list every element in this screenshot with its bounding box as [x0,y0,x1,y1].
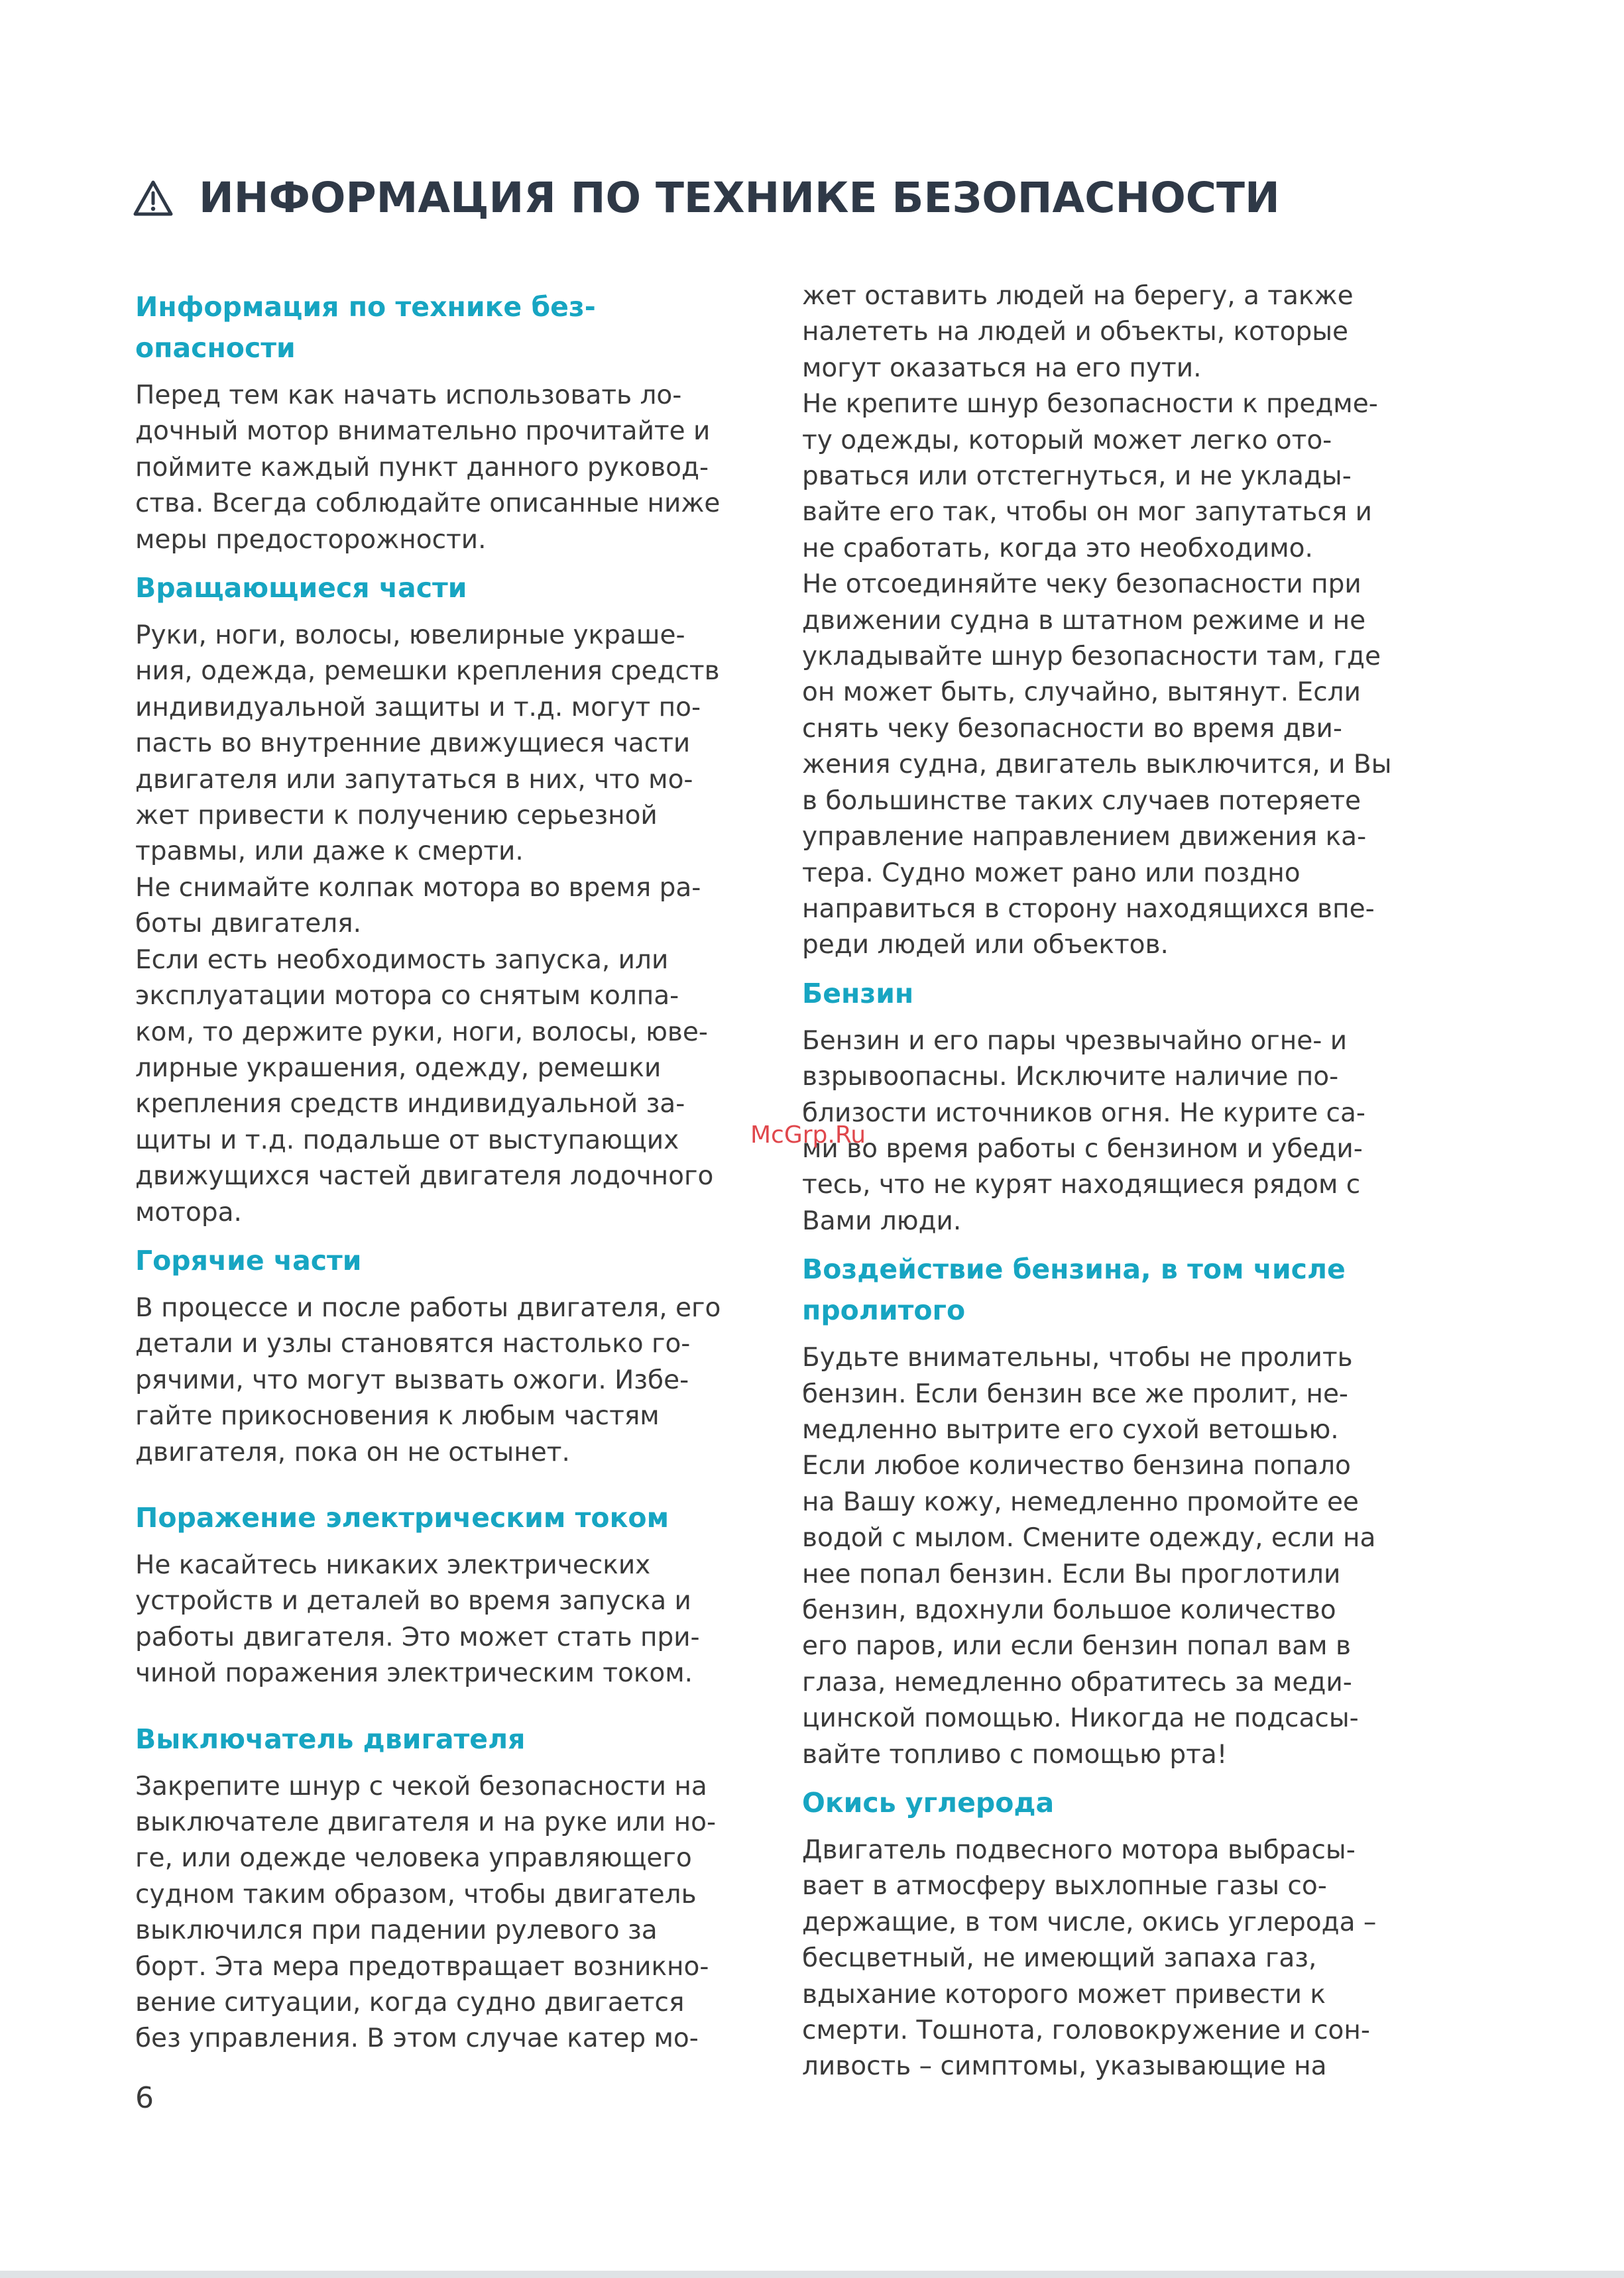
section-body: жет оставить людей на берегу, а также налететь на людей и объекты, которые могут оказаться на его пути. Не крепите шнур безопасности к предме- ту одежды, который может легко ото- рваться или отстегнуться, и не уклады- вайте его так, чтобы он мог запутаться и не сработать, когда это необходимо. Не отсоединяйте чеку безопасности при движении судна в штатном режиме и не укладывайте шнур безопасности там, где он может быть, случайно, вытянут. Если снять чеку безопасности во время дви- жения судна, двигатель выключится, и Вы в большинстве таких случаев потеряете управление направлением движения ка- тера. Судно может рано или поздно направиться в сторону находящихся впе- реди людей или объектов. [802,281,1392,960]
section-heading: Информация по технике без- опасности [135,291,596,364]
section-body: Руки, ноги, волосы, ювелирные украше- ния, одежда, ремешки крепления средств индивидуальной защиты и т.д. могут по- пасть во внутренние движущиеся части двигателя или запутаться в них, что мо- жет привести к получению серьезной травмы, или даже к смерти. Не снимайте колпак мотора во время ра- боты двигателя. Если есть необходимость запуска, или эксплуатации мотора со снятым колпа- ком, то держите руки, ноги, волосы, юве- лирные украшения, одежду, ремешки крепления средств индивидуальной за- щиты и т.д. подальше от выступающих движущихся частей двигателя лодочного мотора. [135,620,720,1227]
section-engine-switch-continued [802,278,1452,964]
section-body: Бензин и его пары чрезвычайно огне- и взрывоопасны. Исключите наличие по- близости источников огня. Не курите са- ми во время работы с бензином и убеди- тесь, что не курят находящиеся рядом с Вами люди. [802,1025,1365,1236]
section-safety-info [135,286,785,558]
section-heading: Воздействие бензина, в том числе пролитого [802,1253,1346,1327]
section-gasoline-exposure [802,1249,1452,1773]
section-heading: Поражение электрическим током [135,1501,669,1534]
bottom-border [0,2271,1624,2278]
page-number: 6 [135,2081,154,2115]
section-body: Двигатель подвесного мотора выбрасы- вает в атмосферу выхлопные газы со- держащие, в том числе, окись углерода – бесцветный, не имеющий запаха газ, вдыхание которого может привести к смерти. Тошнота, головокружение и сон- ливость – симптомы, указывающие на [802,1835,1377,2082]
section-body: Закрепите шнур с чекой безопасности на выключателе двигателя и на руке или но- ге, или одежде человека управляющего судном таким образом, чтобы двигатель выключился при падении рулевого за борт. Эта мера предотвращает возникно- вение ситуации, когда судно двигается без управления. В этом случае катер мо- [135,1771,717,2054]
section-gasoline [802,973,1452,1239]
section-body: В процессе и после работы двигателя, его детали и узлы становятся настолько го- рячими, что могут вызвать ожоги. Избе- гайте прикосновения к любым частям двигателя, пока он не остынет. [135,1292,721,1467]
section-hot-parts [135,1240,785,1471]
page-title: ИНФОРМАЦИЯ ПО ТЕХНИКЕ БЕЗОПАСНОСТИ [199,174,1280,222]
section-carbon-monoxide [802,1782,1452,2085]
section-body: Не касайтесь никаких электрических устройств и деталей во время запуска и работы двигателя. Это может стать при- чиной поражения электрическим током. [135,1550,700,1689]
section-body: Будьте внимательны, чтобы не пролить бензин. Если бензин все же пролит, не- медленно вытрите его сухой ветошью. Если любое количество бензина попало на Вашу кожу, немедленно промойте ее водой с мылом. Смените одежду, если на нее попал бензин. Если Вы проглотили бензин, вдохнули большое количество его паров, или если бензин попал вам в глаза, немедленно обратитесь за меди- цинской помощью. Никогда не подсасы- вайте топливо с помощью рта! [802,1343,1376,1770]
section-engine-switch [135,1719,785,2057]
section-heading: Бензин [802,977,914,1009]
watermark: McGrp.Ru [750,1121,866,1149]
page-header [133,174,1280,222]
right-column [802,278,1452,2085]
warning-triangle-icon [133,180,174,217]
section-heading: Горячие части [135,1244,362,1277]
left-column [135,286,785,2057]
section-rotating-parts [135,567,785,1231]
section-heading: Выключатель двигателя [135,1723,526,1755]
section-body: Перед тем как начать использовать ло- дочный мотор внимательно прочитайте и поймите каждый пункт данного руковод- ства. Всегда соблюдайте описанные ниже меры предосторожности. [135,380,721,555]
section-heading: Окись углерода [802,1787,1055,1819]
section-heading: Вращающиеся части [135,572,467,604]
section-electric-shock [135,1497,785,1692]
